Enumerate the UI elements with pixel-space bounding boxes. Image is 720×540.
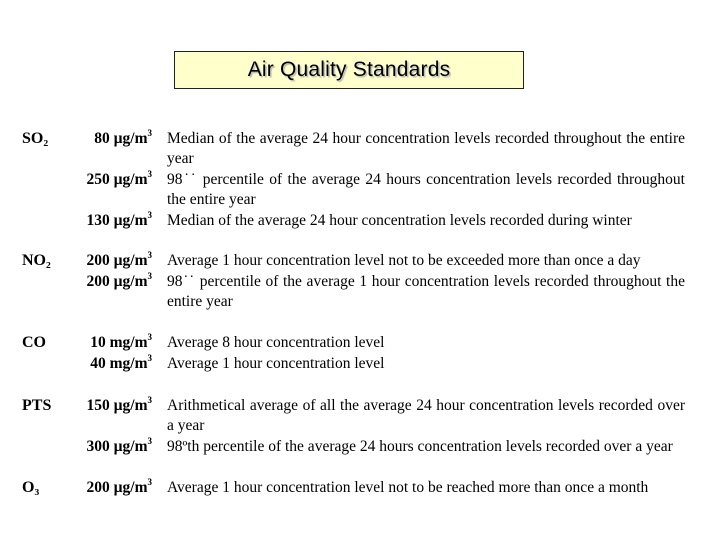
standard-description: Arithmetical average of all the average 24 hour concentration levels recorded over a year: [167, 397, 685, 434]
concentration-value: 150 $\mu g/m^3$: [86, 395, 152, 414]
standard-description: Average 1 hour concentration level: [167, 355, 385, 372]
concentration-value: 80 $\mu g/m^3$: [94, 128, 152, 147]
concentration-value: 130 $\mu g/m^3$: [86, 210, 152, 229]
standard-row: [0, 272, 720, 312]
standard-description: Average 1 hour concentration level not to be reached more than once a month: [167, 479, 649, 496]
standard-row: [0, 251, 720, 271]
pollutant-label: O₃: [22, 479, 40, 496]
standard-description: Median of the average 24 hour concentration levels recorded during winter: [167, 212, 632, 229]
concentration-value: 40 $mg/m^3$: [90, 353, 152, 372]
section-no2: [0, 251, 720, 313]
concentration-value: 10 $mg/m^3$: [90, 332, 152, 351]
concentration-value: 300 $\mu g/m^3$: [86, 436, 152, 455]
standard-row: [0, 478, 720, 498]
standard-description: 98˙˙ percentile of the average 24 hours concentration levels recorded throughout the entire year: [167, 171, 685, 208]
standard-description: Median of the average 24 hour concentration levels recorded throughout the entire year: [167, 130, 685, 167]
concentration-value: 200 $\mu g/m^3$: [86, 477, 152, 496]
section-co: [0, 333, 720, 375]
page-title: Air Quality Standards: [247, 58, 451, 81]
concentration-value: 200 $\mu g/m^3$: [86, 271, 152, 290]
section-pts: [0, 396, 720, 458]
standard-description: Average 1 hour concentration level not to be exceeded more than once a day: [167, 252, 641, 269]
pollutant-label: SO₂: [22, 130, 49, 147]
concentration-value: 250 $\mu g/m^3$: [86, 169, 152, 188]
standard-row: [0, 396, 720, 436]
standard-row: [0, 437, 720, 457]
standard-row: [0, 170, 720, 210]
pollutant-label: CO: [22, 334, 46, 351]
standard-description: 98˙˙ percentile of the average 1 hour concentration levels recorded throughout the entire year: [167, 273, 685, 310]
standard-row: [0, 211, 720, 231]
standard-row: [0, 333, 720, 353]
standard-description: 98ºth percentile of the average 24 hours concentration levels recorded over a year: [167, 438, 673, 455]
standard-row: [0, 129, 720, 169]
standard-description: Average 8 hour concentration level: [167, 334, 385, 351]
section-so2: [0, 129, 720, 232]
concentration-value: 200 $\mu g/m^3$: [86, 250, 152, 269]
title-box: [174, 51, 524, 89]
standard-row: [0, 354, 720, 374]
pollutant-label: NO₂: [22, 252, 51, 269]
section-o3: [0, 478, 720, 499]
pollutant-label: PTS: [22, 397, 52, 414]
